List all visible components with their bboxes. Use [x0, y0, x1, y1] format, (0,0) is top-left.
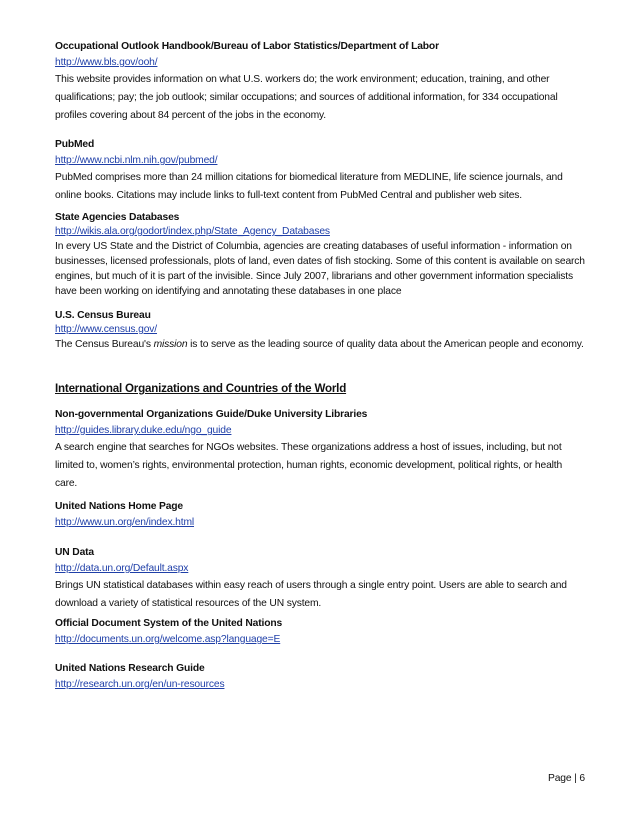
entry-description: Brings UN statistical databases within easy reach of users through a single entry point. Users are able to search and download a variety of statistical resources of the UN system.	[55, 580, 567, 609]
entry-link[interactable]: http://documents.un.org/welcome.asp?language=E	[55, 634, 281, 645]
entry-link[interactable]: http://www.bls.gov/ooh/	[55, 57, 158, 68]
entry-un-research-guide	[55, 662, 585, 693]
entry-pubmed	[55, 138, 585, 205]
entry-title: Official Document System of the United Nations	[55, 618, 283, 629]
entry-un-data	[55, 546, 585, 613]
entry-un-ods	[55, 617, 585, 648]
entry-description: A search engine that searches for NGOs websites. These organizations address a host of issues, including, but not limited to, women’s rights, environmental protection, human rights, economic development, political rights, or health care.	[55, 442, 563, 489]
entry-link[interactable]: http://guides.library.duke.edu/ngo_guide	[55, 425, 232, 436]
section-heading: International Organizations and Countries of the World	[55, 382, 347, 395]
entry-description: This website provides information on what U.S. workers do; the work environment; education, training, and other qualifications; pay; the job outlook; similar occupations; and sources of additional information, for 334 occupational profiles covering about 84 percent of the jobs in the economy.	[55, 74, 558, 121]
entry-description	[55, 337, 585, 352]
entry-title: Non-governmental Organizations Guide/Duke University Libraries	[55, 409, 368, 420]
description-text: The Census Bureau's	[55, 339, 154, 350]
entry-un-home	[55, 500, 585, 531]
entry-description: In every US State and the District of Columbia, agencies are creating databases of useful information - information on businesses, licensed professionals, plots of land, even dates of fish stocking. Some of this content is available on search engines, but much of it is part of the invisible. Since July 2007, librarians and other government information specialists have been working on identifying and annotating these databases in one place	[55, 241, 585, 297]
entry-title: PubMed	[55, 139, 95, 150]
description-text: is to serve as the leading source of quality data about the American people and economy.	[187, 339, 584, 350]
entry-state-agencies	[55, 211, 585, 299]
description-emphasis: mission	[153, 339, 188, 350]
entry-ngo-guide	[55, 408, 585, 493]
entry-occupational-outlook	[55, 40, 585, 125]
entry-link[interactable]: http://www.un.org/en/index.html	[55, 517, 195, 528]
entry-census-bureau	[55, 309, 585, 352]
entry-link[interactable]: http://data.un.org/Default.aspx	[55, 563, 189, 574]
entry-link[interactable]: http://www.census.gov/	[55, 324, 158, 335]
entry-title: Occupational Outlook Handbook/Bureau of Labor Statistics/Department of Labor	[55, 41, 439, 52]
entry-title: United Nations Home Page	[55, 501, 183, 512]
page-number: Page | 6	[548, 773, 585, 784]
entry-title: State Agencies Databases	[55, 212, 180, 223]
entry-title: United Nations Research Guide	[55, 663, 205, 674]
entry-link[interactable]: http://www.ncbi.nlm.nih.gov/pubmed/	[55, 155, 218, 166]
entry-title: U.S. Census Bureau	[55, 310, 151, 321]
entry-link[interactable]: http://wikis.ala.org/godort/index.php/State_Agency_Databases	[55, 226, 330, 237]
entry-title: UN Data	[55, 547, 95, 558]
entry-link[interactable]: http://research.un.org/en/un-resources	[55, 679, 225, 690]
entry-description: PubMed comprises more than 24 million citations for biomedical literature from MEDLINE, life science journals, and online books. Citations may include links to full-text content from PubMed Central and publisher web sites.	[55, 172, 563, 201]
